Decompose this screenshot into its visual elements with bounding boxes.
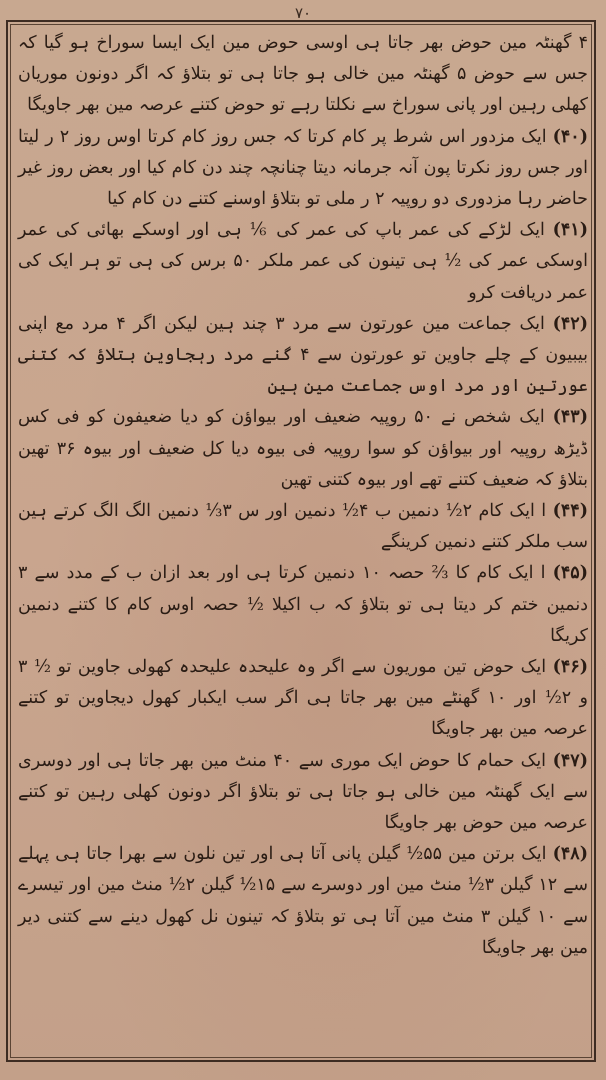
problem-46 — [18, 652, 588, 746]
problem-42 — [18, 309, 588, 403]
problem-text: ایک حوض تین موریون سے اگر وہ علیحدہ علیحدہ کھولی جاوین تو ½ ۳ و ۲½ اور ۱۰ گھنٹے مین بھر جاتا ہی اگر سب ایکبار کھول دیجاوین تو کتنے عرصہ مین بھر جاویگا — [18, 657, 588, 740]
page-number: ٧٠ — [294, 4, 312, 22]
problem-text: ایک جماعت مین عورتون سے مرد ۳ چند ہین لیکن اگر ۴ مرد مع اپنی بیبیون کے چلے جاوین تو عورتون سے ۴ گنے مرد رہجاوین بتلاؤ کہ کتنی عورتین اور مرد اوس جماعت مین ہین — [18, 313, 589, 397]
problem-text: ایک حمام کا حوض ایک موری سے ۴۰ منٹ مین بھر جاتا ہی اور دوسری سے ایک گھنٹہ مین خالی ہو جاتا ہی تو بتلاؤ اگر دونون کھلی رہین تو کتنے عرصہ مین حوض بھر جاویگا — [18, 750, 588, 834]
problem-number: (۴۴) — [552, 501, 588, 522]
problem-text: ا ایک کام کا ⅔ حصہ ۱۰ دنمین کرتا ہی اور بعد ازان ب کے مدد سے ۳ دنمین ختم کر دیتا ہی تو بتلاؤ کہ ب اکیلا ½ حصہ اوس کام کا کتنے دنمین کریگا — [18, 563, 588, 646]
problem-43 — [18, 402, 588, 496]
problem-continuation — [18, 28, 588, 122]
problem-text: ا ایک کام ۲½ دنمین ب ۴½ دنمین اور س ۳⅓ دنمین الگ الگ کرتے ہین سب ملکر کتنے دنمین کرینگے — [18, 501, 588, 553]
problem-47 — [18, 746, 588, 840]
problem-48 — [18, 839, 588, 964]
text-body — [18, 28, 588, 1052]
problem-40 — [18, 122, 588, 216]
problem-number: (۴۱) — [552, 220, 588, 241]
problem-text: ایک شخص نے ۵۰ روپیہ ضعیف اور بیواؤن کو دیا ضعیفون کو فی کس ڈیڑھ روپیہ اور بیواؤن کو سوا روپیہ فی بیوہ دیا کل ضعیف اور بیوہ ۳۶ تھین بتلاؤ کہ ضعیف کتنے تھے اور بیوہ کتنی تھین — [18, 407, 588, 490]
problem-number: (۴۵) — [552, 563, 588, 584]
problem-44 — [18, 496, 588, 558]
problem-number: (۴۲) — [552, 313, 588, 334]
problem-number: (۴۳) — [552, 407, 588, 428]
problem-number: (۴۶) — [552, 657, 588, 678]
problem-text: ایک لڑکے کی عمر باپ کی عمر کی ⅙ ہی اور اوسکے بھائی کی عمر اوسکی عمر کی ½ ہی تینون کی عمر ملکر ۵۰ برس کی ہی تو ہر ایک کی عمر دریافت کرو — [18, 220, 588, 303]
problem-45 — [18, 558, 588, 652]
problem-number: (۴۰) — [552, 126, 588, 147]
problem-number: (۴۷) — [552, 750, 588, 771]
problem-text: ۴ گھنٹہ مین حوض بھر جاتا ہی اوسی حوض مین ایک ایسا سوراخ ہو گیا کہ جس سے حوض ۵ گھنٹہ مین خالی ہو جاتا ہی تو بتلاؤ کہ اگر دونون موریان کھلی رہین اور پانی سوراخ سے نکلتا رہے تو حوض کتنے عرصہ مین بھر جاویگا — [18, 33, 588, 116]
problem-text: ایک مزدور اس شرط پر کام کرتا کہ جس روز کام کرتا اوس روز ۲ ر لیتا اور جس روز نکرتا پون آنہ جرمانہ دیتا چنانچہ چند دن کام کیا اور بعض روز غیر حاضر رہا مزدوری دو روپیہ ۲ ر ملی تو بتلاؤ اوسنے کتنے دن کام کیا — [18, 126, 588, 210]
problem-41 — [18, 215, 588, 309]
problem-text: ایک برتن مین ۵۵½ گیلن پانی آتا ہی اور تین نلون سے بھرا جاتا ہی پہلے سے ۱۲ گیلن ۳½ منٹ مین اور دوسرے سے ۱۵½ گیلن ۲½ منٹ مین اور تیسرے سے ۱۰ گیلن ۳ منٹ مین آتا ہی تو بتلاؤ کہ تینون نل کھول دینے سے کتنی دیر مین بھر جاویگا — [18, 844, 588, 958]
problem-number: (۴۸) — [552, 844, 588, 865]
